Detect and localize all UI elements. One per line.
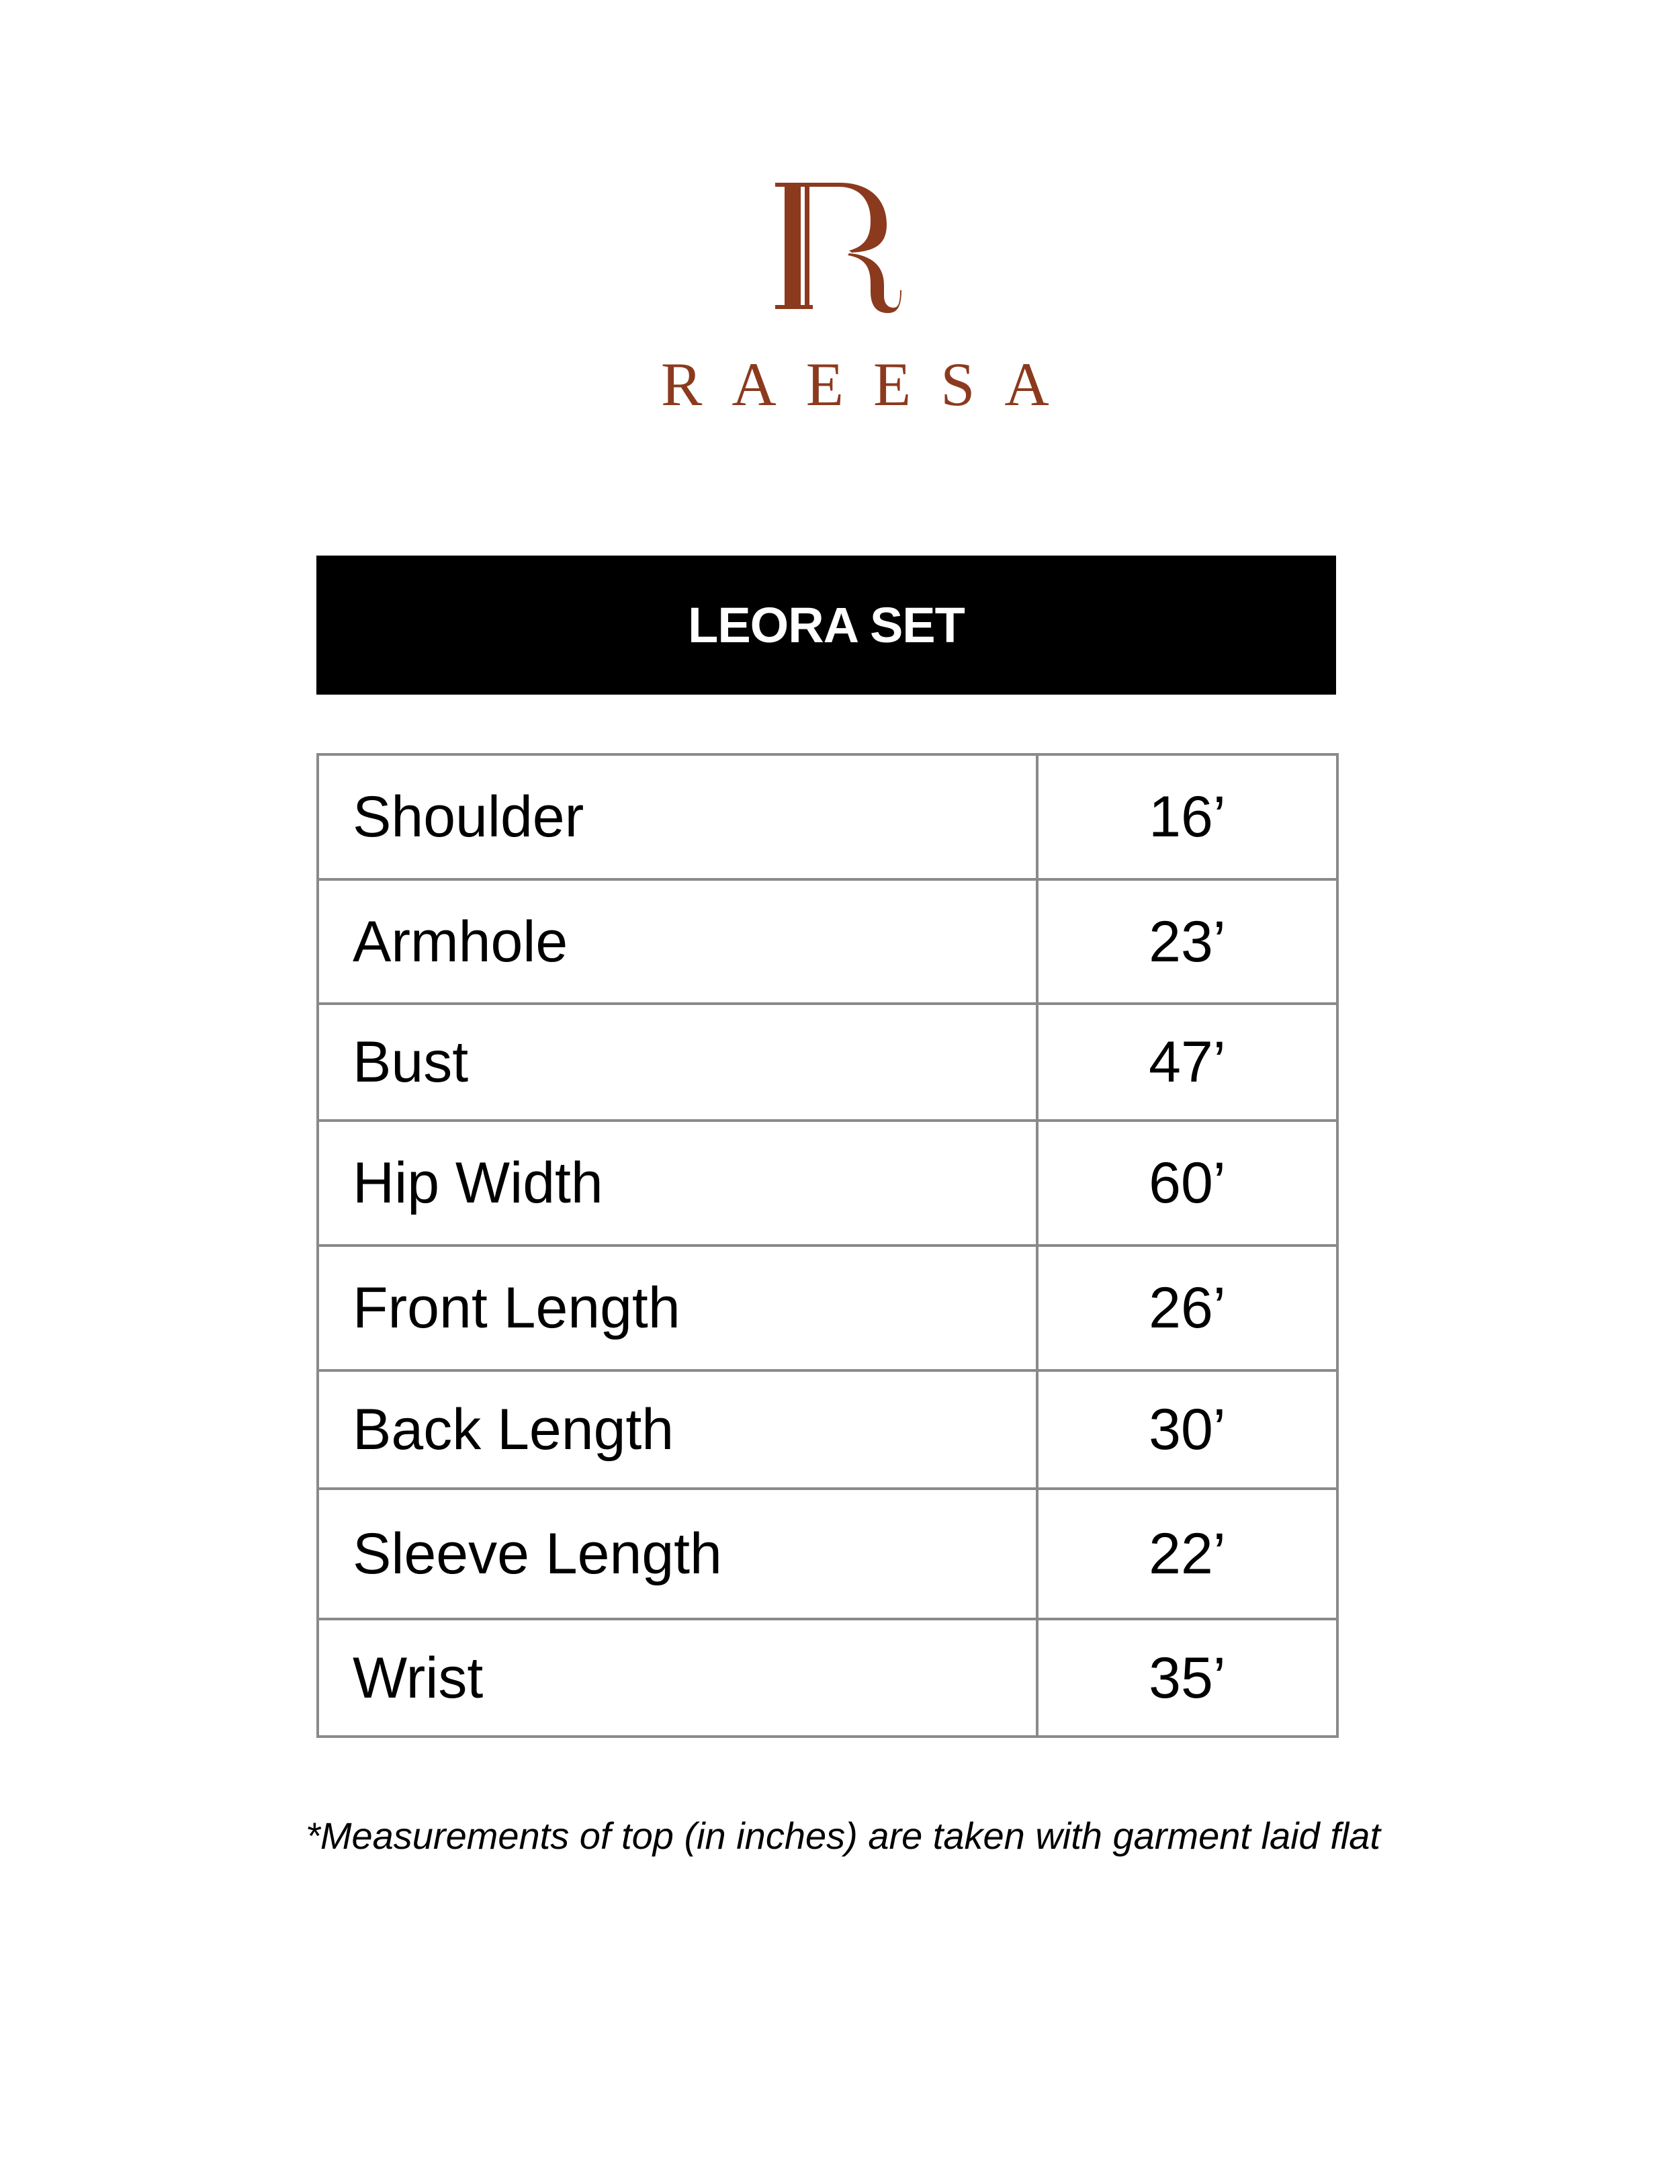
table-row bbox=[318, 1489, 1337, 1619]
measurement-value: 30’ bbox=[1037, 1370, 1337, 1489]
table-row bbox=[318, 879, 1337, 1004]
measurement-value: 16’ bbox=[1037, 754, 1337, 879]
brand-wordmark: RAEESA bbox=[661, 350, 1079, 419]
measurement-label: Hip Width bbox=[318, 1121, 1037, 1246]
measurement-value: 47’ bbox=[1037, 1004, 1337, 1121]
table-row bbox=[318, 1370, 1337, 1489]
product-title-banner bbox=[316, 556, 1336, 695]
table-row bbox=[318, 1246, 1337, 1370]
measurement-label: Armhole bbox=[318, 879, 1037, 1004]
table-row bbox=[318, 1004, 1337, 1121]
monogram-r-icon bbox=[766, 176, 907, 317]
measurement-value: 35’ bbox=[1037, 1619, 1337, 1737]
measurement-label: Sleeve Length bbox=[318, 1489, 1037, 1619]
size-chart-table bbox=[316, 753, 1339, 1738]
measurement-label: Front Length bbox=[318, 1246, 1037, 1370]
measurement-label: Wrist bbox=[318, 1619, 1037, 1737]
product-title: LEORA SET bbox=[688, 597, 965, 653]
measurement-label: Back Length bbox=[318, 1370, 1037, 1489]
measurement-footnote: *Measurements of top (in inches) are taken with garment laid flat bbox=[306, 1815, 1380, 1857]
measurement-value: 60’ bbox=[1037, 1121, 1337, 1246]
table-row bbox=[318, 1121, 1337, 1246]
measurement-label: Shoulder bbox=[318, 754, 1037, 879]
brand-monogram-logo bbox=[766, 176, 907, 317]
table-row bbox=[318, 1619, 1337, 1737]
measurement-value: 23’ bbox=[1037, 879, 1337, 1004]
table-row bbox=[318, 754, 1337, 879]
measurement-label: Bust bbox=[318, 1004, 1037, 1121]
measurement-value: 22’ bbox=[1037, 1489, 1337, 1619]
measurement-value: 26’ bbox=[1037, 1246, 1337, 1370]
